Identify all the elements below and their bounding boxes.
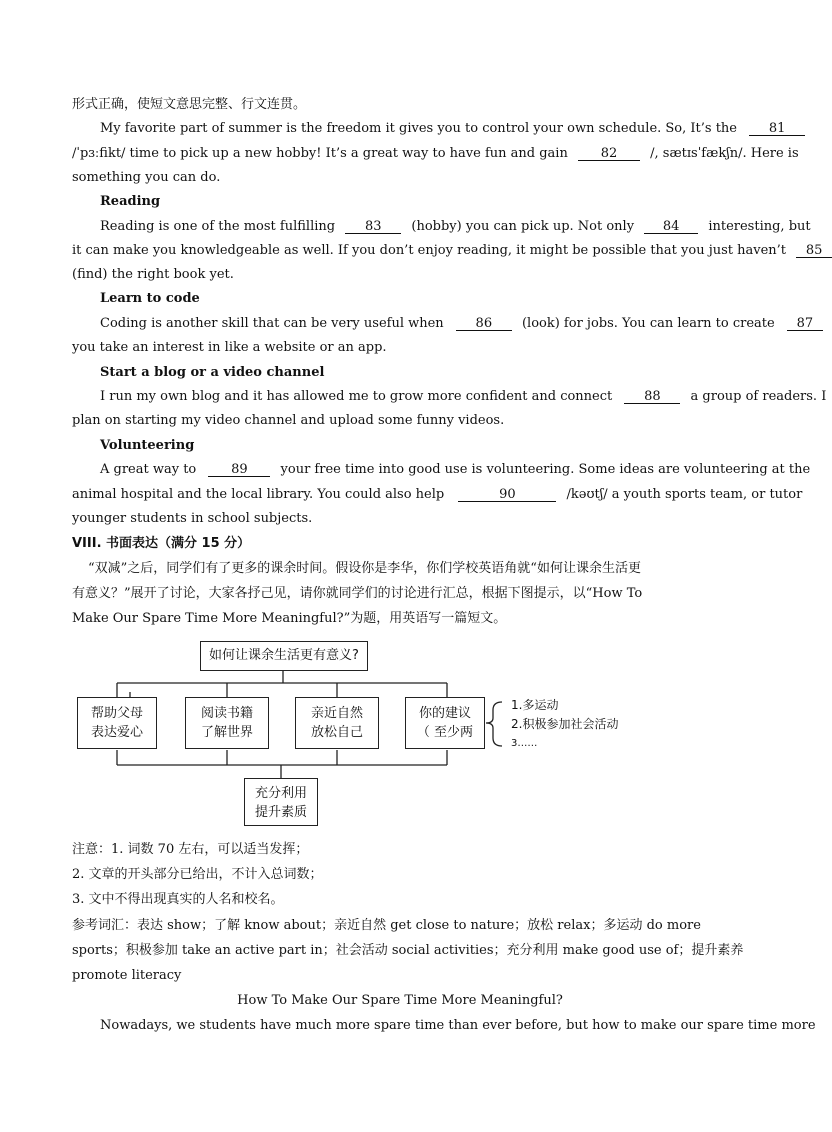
box-line: 了解世界: [200, 725, 253, 740]
vocab-line: sports；积极参加 take an active part in；社会活动 social activities；充分利用 make good use of；提升素养: [72, 943, 744, 958]
passage-line: younger students in school subjects.: [72, 511, 313, 526]
box-line: 放松自己: [310, 725, 363, 740]
essay-first-line: Nowadays, we students have much more spare time than ever before, but how to make our spare time more: [100, 1018, 816, 1033]
diagram-box-help-parents: [77, 697, 157, 749]
passage-text: /kəʊtʃ/ a youth sports team, or tutor: [566, 487, 803, 502]
prompt-line: 有意义？”展开了讨论，大家各抒己见，请你就同学们的讨论进行汇总，根据下图提示，以“How To: [72, 586, 643, 601]
passage-text: I run my own blog and it has allowed me to grow more confident and connect: [100, 389, 613, 404]
passage-text: animal hospital and the local library. You could also help: [72, 487, 445, 502]
passage-text: a group of readers. I: [690, 389, 827, 404]
blank-89[interactable]: 89: [208, 463, 270, 477]
diagram-box-nature: [295, 697, 379, 749]
passage-text: it can make you knowledgeable as well. If you don’t enjoy reading, it might be possible that you just haven’t: [72, 243, 787, 258]
box-line: 阅读书籍: [200, 706, 253, 721]
passage-text: /, sætɪsˈfækʃn/. Here is: [650, 146, 799, 161]
box-line: 表达爱心: [90, 725, 143, 740]
passage-line: (find) the right book yet.: [72, 267, 234, 282]
diagram-box-your-advice: [405, 697, 485, 749]
essay-title: How To Make Our Spare Time More Meaningful?: [237, 993, 563, 1008]
heading-learn-to-code: Learn to code: [100, 291, 200, 306]
advice-item: 2.积极参加社会活动: [511, 717, 619, 731]
blank-84[interactable]: 84: [644, 220, 698, 234]
section-title: VIII. 书面表达（满分 15 分）: [72, 536, 251, 551]
advice-item: 1.多运动: [511, 698, 559, 712]
blank-81[interactable]: 81: [749, 122, 805, 136]
diagram-bottom-box: [244, 778, 318, 826]
box-line: （ 至少两: [416, 725, 474, 740]
passage-text: My favorite part of summer is the freedom it gives you to control your own schedule. So, It’s the: [100, 121, 737, 136]
heading-blog: Start a blog or a video channel: [100, 365, 325, 380]
passage-text: Reading is one of the most fulfilling: [100, 219, 336, 234]
box-line: 提升素质: [254, 805, 307, 820]
passage-line: plan on starting my video channel and upload some funny videos.: [72, 413, 505, 428]
instruction-tail: 形式正确，使短文意思完整、行文连贯。: [72, 97, 307, 112]
prompt-line: “双减”之后，同学们有了更多的课余时间。假设你是李华，你们学校英语角就“如何让课余生活更: [88, 561, 641, 576]
vocab-line: 参考词汇：表达 show；了解 know about；亲近自然 get close to nature；放松 relax；多运动 do more: [72, 918, 701, 933]
blank-85[interactable]: 85: [796, 244, 832, 258]
advice-item: 3……: [511, 738, 538, 749]
passage-text: A great way to: [100, 462, 197, 477]
note-line: 3. 文中不得出现真实的人名和校名。: [72, 892, 284, 907]
passage-text: /ˈpɜːfikt/ time to pick up a new hobby! It’s a great way to have fun and gain: [72, 146, 568, 161]
note-line: 注意：1. 词数 70 左右，可以适当发挥；: [72, 842, 309, 857]
passage-text: Coding is another skill that can be very useful when: [100, 316, 444, 331]
passage-text: (hobby) you can pick up. Not only: [411, 219, 635, 234]
blank-83[interactable]: 83: [345, 220, 401, 234]
prompt-line: Make Our Spare Time More Meaningful?”为题，用英语写一篇短文。: [72, 611, 507, 626]
box-line: 你的建议: [418, 706, 471, 721]
blank-88[interactable]: 88: [624, 390, 680, 404]
blank-87[interactable]: 87: [787, 317, 823, 331]
diagram-box-read-books: [185, 697, 269, 749]
diagram-top-box: 如何让课余生活更有意义?: [200, 641, 368, 671]
blank-86[interactable]: 86: [456, 317, 512, 331]
vocab-line: promote literacy: [72, 968, 182, 983]
blank-90[interactable]: 90: [458, 488, 556, 502]
box-line: 亲近自然: [310, 706, 363, 721]
passage-line: you take an interest in like a website or an app.: [72, 340, 387, 355]
passage-text: your free time into good use is volunteering. Some ideas are volunteering at the: [280, 462, 811, 477]
heading-reading: Reading: [100, 194, 161, 209]
blank-82[interactable]: 82: [578, 147, 640, 161]
box-line: 充分利用: [254, 786, 307, 801]
heading-volunteering: Volunteering: [100, 438, 195, 453]
passage-line: something you can do.: [72, 170, 221, 185]
note-line: 2. 文章的开头部分已给出，不计入总词数；: [72, 867, 323, 882]
box-line: 帮助父母: [90, 706, 143, 721]
passage-text: interesting, but: [708, 219, 811, 234]
passage-text: (look) for jobs. You can learn to create: [521, 316, 775, 331]
